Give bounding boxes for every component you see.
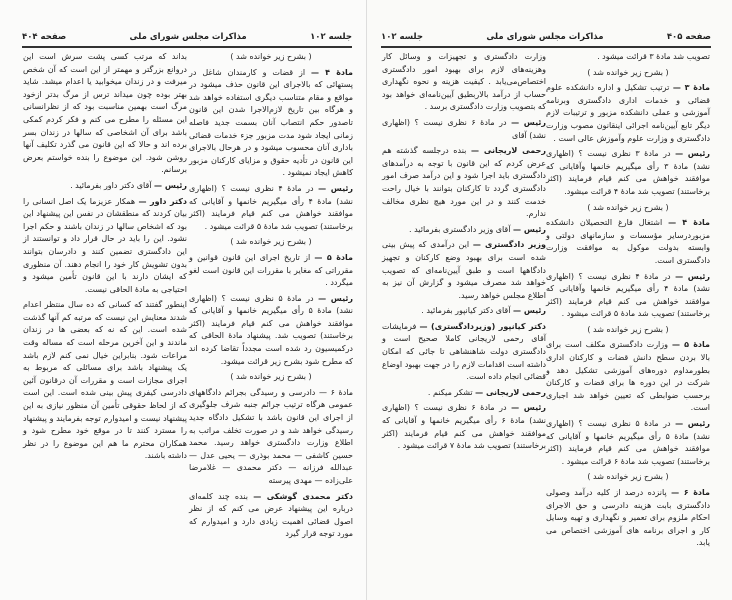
- speaker-or-article: دکتر محمدی گوشکی —: [253, 491, 354, 501]
- paragraph-text: ( بشرح زیر خوانده شد ): [587, 202, 669, 212]
- paragraph-text: اینطور گفتند که کسانی که ده سال منتظر اعدام شدند معنایش این نیست که مرتبه کم آنها گذشت شده است. این که نه که بعضی ها در زندان ماندند و این آخرین مرحله است که مساله وقت مراعات شود. بنابراین خیال نمی کنم لازم باشد یک پیشنهاد باشد برای مسائلی که مربوط به اجرای مجازات است و مقررات آن درقانون آئین دادرسی کیفری پیش بینی شده است. این است که از لحاظ حقوقی تأمین آن منظور نیازی به این پیشنهاد نیست و امیدوارم توجه بفرمایند و پیشنهاد را مسترد کنند تا در موقع خود مطرح شود و همکاران محترم ما هم این موضوع را در نظر داشته باشند.: [23, 300, 187, 461]
- paragraph-text: بداند که مرتب کسی پشت سرش است این دروانع بزرگتر و مهمتر از این است که آن شخص میرفت و در زندان میخوابید یا اعدام میشد. شاید بهتر بوده چون میداند ترس از مرگ بدتر ازخود مرگ است بهمین مناسبت بود که از نظرانسانی این مسئله را مطرح می کنم و فکر کردم کمکی باشد برای آن اشخاصی که سالها در زندان بسر برده اند و حالا که این قانون می گذرد تکلیف آنها روشن شود. این موضوع را بنده خواستم بعرض برسانم.: [23, 52, 187, 175]
- speaker-or-article: وزیر دادگستری —: [472, 240, 547, 250]
- paragraph-text: ( بشرح زیر خوانده شد ): [587, 67, 669, 77]
- paragraph: [189, 183, 353, 233]
- reading-note: [546, 202, 710, 215]
- paragraph-text: اشتغال فارغ التحصیلان دانشکده مزبوردرسایر مؤسسات و سازمانهای دولتی و وابسته بدولت موکول به موافقت وزارت دادگستری است.: [546, 218, 710, 265]
- speaker-or-article: رحمی لاریجانی —: [475, 387, 546, 397]
- reading-note: [189, 51, 353, 64]
- paragraph: [546, 339, 710, 415]
- paragraph-text: در مادهٔ ۴ نظری نیست ؟ (اظهاری نشد) مادهٔ ۴ رأی میگیریم خانمها وآقایانی که موافقند خواهش می کنم قیام فرمایند (اکثر برخاستند) تصویب شد مادهٔ ۵ قرائت میشود .: [546, 271, 711, 319]
- reading-note: [546, 324, 710, 337]
- paragraph-text: ( بشرح زیر خوانده شد ): [587, 472, 669, 482]
- speaker-or-article: رئیس —: [675, 149, 710, 159]
- header-title: مذاکرات مجلس شورای ملی: [129, 32, 247, 42]
- paragraph-text: ( بشرح زیر خوانده شد ): [230, 372, 312, 382]
- paragraph: [382, 224, 546, 237]
- paragraph: [382, 239, 546, 302]
- speaker-or-article: رئیس —: [511, 117, 546, 127]
- page-header: [22, 30, 352, 44]
- paragraph-text: بنده چند کلمه‌ای درباره این پیشنهاد عرض می کنم که از نظر اصول قضائی اهمیت زیادی دارد و امیدوارم که مورد توجه قرار گیرد: [189, 491, 353, 539]
- paragraph-text: ( بشرح زیر خوانده شد ): [230, 237, 312, 247]
- paragraph: [382, 117, 546, 142]
- paragraph-text: مادهٔ ۶ — دادرسی و رسیدگی بجرائم دادگاههای عمومی هرگاه ترتیب جرائم جنبه شرف جلوگیری از اجرای این قانون باشد با تشکیل دادگاه جدید رسیدگی خواهد شد و در صورت تخلف مراتب به اطلاع وزارت دادگستری خواهد رسید. محمد حسین کاشفی — محمد بوذری — یحیی عدل — عبدالله فرزانه — دکتر محمدی — غلامرضا علی‌زاده — مهدی پیرسته: [189, 387, 353, 485]
- paragraph: [382, 402, 546, 452]
- paragraph: [546, 271, 710, 321]
- paragraph-text: ترتیب تشکیل و اداره دانشکده علوم قضائی و خدمات اداری دادگستری وبرنامه آموزشی و عملی دانشکده مزبور و ترتیبات لازم دیگر تابع آیین‌نامه اجرائی اینقانون مصوب وزارت دادگستری و وزارت علوم وآموزش عالی است .: [546, 83, 710, 143]
- page-header: [381, 30, 711, 44]
- paragraph-text: ( بشرح زیر خوانده شد ): [230, 52, 312, 61]
- header-rule: [22, 46, 352, 48]
- paragraph: [189, 491, 353, 541]
- speaker-or-article: مادهٔ ۴ —: [311, 67, 353, 77]
- paragraph: [189, 67, 353, 180]
- paragraph-text: در مادهٔ ۵ نظری نیست ؟ (اظهاری نشد) مادهٔ ۵ رأی میگیریم خانمها و آقایانی که موافقند خواهش می کنم قیام فرمایند (اکثر برخاستند) تصویب شد مادهٔ ۶ قرائت میشود .: [546, 419, 710, 466]
- paragraph: [23, 196, 187, 297]
- paragraph: [189, 293, 353, 369]
- paragraph: [546, 217, 710, 267]
- paragraph: [23, 299, 187, 463]
- reading-note: [546, 471, 710, 484]
- paragraph: [382, 145, 546, 221]
- paragraph: [382, 305, 546, 318]
- speaker-or-article: دکتر کیانپور (وزیردادگستری) —: [419, 321, 547, 331]
- paragraph: [23, 180, 187, 193]
- speaker-or-article: رئیس —: [511, 403, 546, 413]
- text-column-right: [546, 51, 710, 553]
- paragraph-text: آقای دکتر کیانپور بفرمائید .: [421, 306, 511, 316]
- paragraph-text: فرمایشات آقای رحمی لاریجانی کاملا صحیح است و دادگستری دولت شاهنشاهی تا جائی که امکان داشته است اقدامات لازم را در جهت بهبود اوضاع قضائی انجام داده است.: [382, 321, 546, 382]
- paragraph-text: پانزده درصد از کلیه درآمد وصولی دادگستری بابت هزینه دادرسی و حق الاجرای احکام ملزوم برای تعمیر و نگهداری و تهیه وسایل کار و اجرای برنامه های آموزشی اختصاص می یابد.: [546, 488, 710, 548]
- paragraph: [546, 51, 710, 64]
- paragraph-text: بنده درجلسه گذشته هم عرض کردم که این قانون با توجه به درآمدهای دادگستری باید اجرا شود و این درآمد صرف امور دادگستری گردد تا کارکنان بتوانند با خیال راحت خدمت کنند و در این مورد هیچ نظری مخالف ندارم.: [382, 146, 546, 219]
- paragraph-text: آقای وزیر دادگستری بفرمائید .: [409, 224, 511, 234]
- page-number: صفحه ۴۰۵: [666, 32, 711, 42]
- paragraph: [189, 252, 353, 290]
- reading-note: [546, 67, 710, 80]
- speaker-or-article: مادهٔ ۵ —: [671, 340, 710, 350]
- speaker-or-article: رئیس —: [513, 306, 546, 316]
- text-column-right: [189, 51, 353, 544]
- header-title: مذاکرات مجلس شورای ملی: [486, 32, 604, 42]
- text-column-left: [382, 51, 546, 456]
- paragraph: [546, 487, 710, 550]
- speaker-or-article: رئیس —: [318, 183, 353, 193]
- text-column-left: [23, 51, 187, 466]
- paragraph-text: ( بشرح زیر خوانده شد ): [587, 324, 669, 334]
- speaker-or-article: مادهٔ ۵ —: [314, 252, 353, 262]
- speaker-or-article: رئیس —: [675, 271, 710, 281]
- paragraph: [23, 51, 187, 177]
- session-number: جلسه ۱۰۲: [310, 32, 352, 42]
- paragraph-text: تشکر میکنم .: [427, 387, 473, 397]
- speaker-or-article: رئیس —: [513, 224, 546, 234]
- paragraph-text: آقای دکتر داور بفرمائید .: [70, 180, 152, 190]
- right-page: [366, 0, 732, 600]
- paragraph: [189, 387, 353, 488]
- paragraph-text: در مادهٔ ۵ نظری نیست ؟ (اظهاری نشد) مادهٔ ۵ رأی میگیریم خانمها و آقایانی که موافقند خواهش می کنم قیام فرمایند (اکثر برخاستند) تصویب شد. پیشنهاد مادهٔ الحاقی که درکمیسیون رد شده است مجدداً تقاضا کرده اند که مطرح شود بشرح زیر قرائت میشود.: [189, 293, 353, 366]
- speaker-or-article: رئیس —: [318, 293, 353, 303]
- reading-note: [189, 236, 353, 249]
- speaker-or-article: مادهٔ ۴ —: [668, 218, 710, 228]
- paragraph: [546, 418, 710, 468]
- paragraph-text: وزارت دادگستری و تجهیزات و وسائل کار وهزینه‌های لازم برای بهبود امور دادگستری اختصاص‌می‌یابد . کیفیت هزینه و نحوه نگهداری حساب از درآمد بالاربطیق آیین‌نامه‌ای خواهد بود که بتصویب وزارت دادگستری برسد .: [382, 52, 546, 112]
- paragraph-text: تصویب شد مادهٔ ۳ قرائت میشود .: [597, 52, 710, 61]
- paragraph-text: در مادهٔ ۴ نظری نیست ؟ (اظهاری نشد) مادهٔ ۴ رأی میگیریم خانمها و آقایانی که موافقند خواهش می کنم قیام فرمایند (اکثر برخاستند) تصویب شد مادهٔ ۵ قرائت میشود .: [189, 183, 353, 231]
- paragraph: [382, 321, 546, 384]
- speaker-or-article: مادهٔ ۳ —: [672, 83, 710, 93]
- paragraph: [546, 82, 710, 145]
- paragraph-text: در مادهٔ ۶ نظری نیست ؟ (اظهاری نشد) آقای: [382, 117, 546, 140]
- paragraph-text: وزارت دادگستری مکلف است برای بالا بردن سطح دانش قضات و کارکنان اداری بطورمداوم دوره‌های آموزشی تشکیل دهد و شرکت در این دوره ها برای قضات و کارکنان برحسب ضوابطی که تعیین خواهد شد اجباری است.: [546, 340, 710, 413]
- paragraph-text: در مادهٔ ۶ نظری نیست ؟ (اظهاری نشد) مادهٔ ۶ رأی میگیریم خانمها و آقایانی که موافقند خواهش می کنم قیام فرمایند (اکثر برخاستند) تصویب شد مادهٔ ۷ قرائت میشود .: [382, 403, 546, 451]
- reading-note: [189, 371, 353, 384]
- session-number: جلسه ۱۰۲: [381, 32, 423, 42]
- paragraph-text: همکار عزیزما یک اصل انسانی را بیان کردند که منطقشان در نفس این پیشنهاد این بود که اشخاص سالها در زندان باشند و حکم اجرا نشود. این را باید در حال قرار داد و توانستند از این دادگستری تضمین کنند و دادرسان بتوانند بدون تشویش کار خود را انجام دهند. آن منظوری که ایشان دارند با این قانون تأمین میشود و احتیاجی به مادهٔ الحاقی نیست.: [23, 196, 187, 294]
- paragraph-text: این درآمدی که پیش بینی شده است برای بهبود وضع کارکنان و تجهیز دادگاهها است و طبق آیین‌نامه‌ای که تصویب خواهد شد مصرف میشود و گزارش آن نیز به اطلاع مجلس خواهد رسید.: [382, 240, 546, 300]
- paragraph-text: از قضات و کارمندان شاغل در پستهائی که بالاجرای این قانون حذف میشود در مواقع و مقام متناسب دیگری استفاده خواهد شد و هرگاه بین تاریخ لازم‌الاجرا شدن این قانون تاصدور حکم انتصاب آنان بسمت جدید فاصله زمانی ایجاد شود مدت مزبور جزء خدمات قضائی باداری آنان محسوب میشود و در هرحال بالاجرای این قانون در تأدیه حقوق و مزایای کارکنان مزبور کاهش ایجاد نمیشود .: [189, 67, 353, 178]
- speaker-or-article: دکتر داور —: [138, 196, 187, 206]
- paragraph: [382, 387, 546, 400]
- page-number: صفحه ۴۰۴: [22, 32, 67, 42]
- speaker-or-article: رئیس —: [154, 180, 187, 190]
- header-rule: [381, 46, 711, 48]
- speaker-or-article: رئیس —: [675, 419, 710, 429]
- paragraph: [546, 148, 710, 198]
- paragraph: [382, 51, 546, 114]
- paragraph-text: از تاریخ اجرای این قانون قوانین و مقرراتی که مغایر با مقررات این قانون است لغو میگردد .: [189, 252, 353, 288]
- paragraph-text: در مادهٔ ۳ نظری نیست ؟ (اظهاری نشد) مادهٔ ۳ رأی میگیریم خانمها وآقایانی که موافقند خواهش می کنم قیام فرمایند (اکثر برخاستند) تصویب شد مادهٔ ۴ قرائت میشود.: [546, 149, 711, 196]
- speaker-or-article: مادهٔ ۶ —: [671, 488, 710, 497]
- speaker-or-article: رحمی لاریجانی —: [470, 146, 546, 156]
